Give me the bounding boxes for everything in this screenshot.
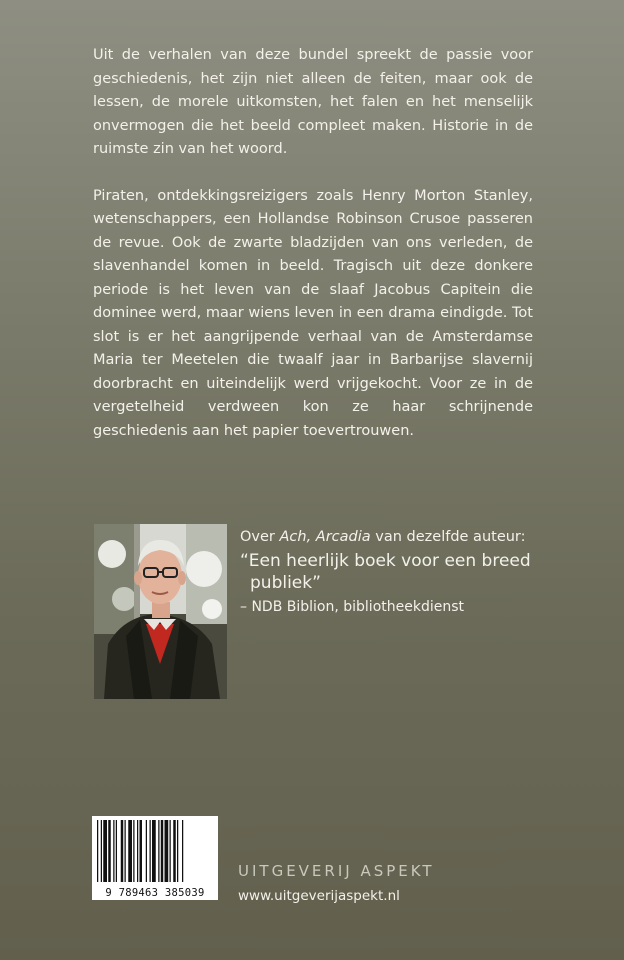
review-quote-line-2: publiek” bbox=[250, 573, 321, 593]
review-quote bbox=[240, 550, 540, 594]
blurb-paragraph-1: Uit de verhalen van deze bundel spreekt de passie voor geschiedenis, het zijn niet alleen de feiten, maar ook de lessen, de morele uitkomsten, het falen en het menselijk onvermogen die het beeld compleet maken. Historie in de ruimste zin van het woord. bbox=[93, 47, 533, 157]
isbn-barcode bbox=[92, 816, 218, 900]
review-intro-suffix: van dezelfde auteur: bbox=[370, 529, 526, 545]
author-photo bbox=[94, 524, 227, 699]
review-quote-line-1: “Een heerlijk boek voor een breed bbox=[240, 551, 531, 571]
publisher-name: UITGEVERIJ ASPEKT bbox=[238, 862, 435, 880]
book-title: Ach, Arcadia bbox=[279, 529, 371, 545]
review-intro-prefix: Over bbox=[240, 529, 280, 545]
review-source: – NDB Biblion, bibliotheekdienst bbox=[240, 599, 465, 615]
barcode-bars bbox=[92, 816, 218, 886]
review-quote-block bbox=[240, 527, 540, 617]
back-cover-blurb bbox=[93, 44, 533, 466]
review-intro bbox=[240, 527, 540, 547]
publisher-website: www.uitgeverijaspekt.nl bbox=[238, 888, 400, 904]
isbn-number: 9 789463 385039 bbox=[105, 887, 205, 899]
blurb-paragraph-2: Piraten, ontdekkingsreizigers zoals Henry Morton Stanley, wetenschappers, een Hollandse Robinson Crusoe passeren de revue. Ook de zwarte bladzijden van ons verleden, de slavenhandel komen in beeld. Tragisch uit deze donkere periode is het leven van de slaaf Jacobus Capitein die dominee werd, maar wiens leven in een drama eindigde. Tot slot is er het aangrijpende verhaal van de Amsterdamse Maria ter Meetelen die twaalf jaar in Barbarijse slavernij doorbracht en uiteindelijk werd vrijgekocht. Voor ze in de vergetelheid verdween kon ze haar schrijnende geschiedenis aan het papier toevertrouwen. bbox=[93, 187, 533, 439]
